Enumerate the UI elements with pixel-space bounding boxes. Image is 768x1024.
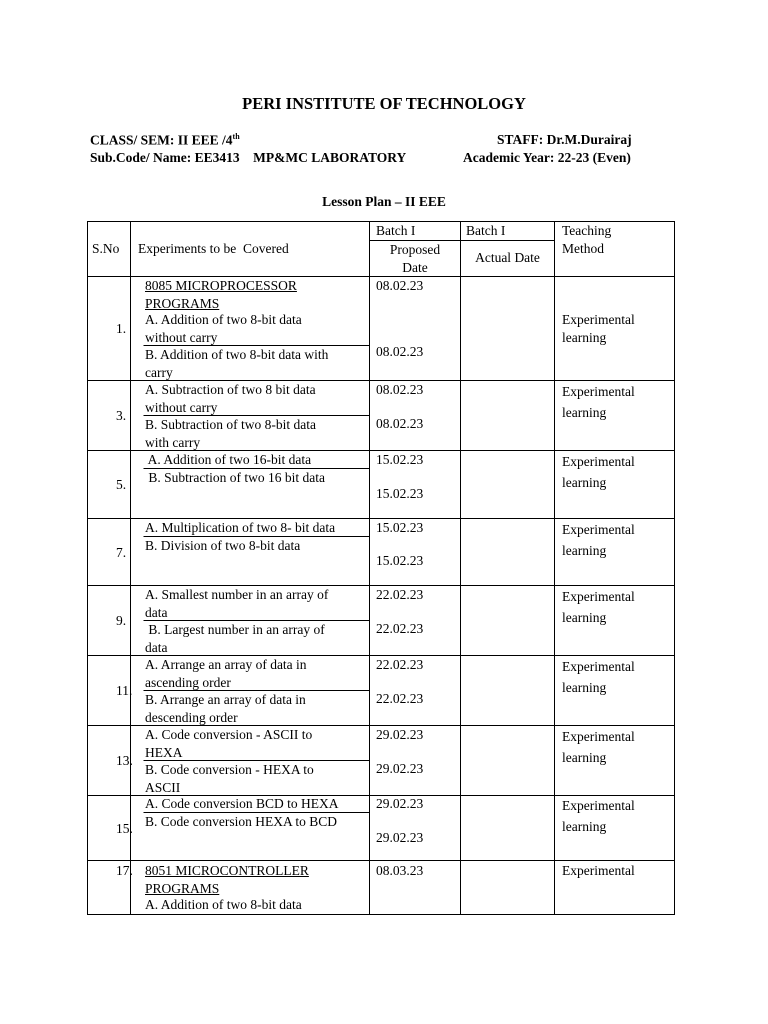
- row-7-experiment-a: A. Multiplication of two 8- bit data: [145, 520, 336, 535]
- row-17-method: Experimental: [562, 863, 635, 878]
- row-5-sno: 5.: [116, 477, 127, 492]
- row-11-sno: 11.: [116, 683, 133, 698]
- row-3-date-a: 08.02.23: [376, 382, 424, 397]
- row-17-section-heading: 8051 MICROCONTROLLER PROGRAMS: [145, 863, 309, 896]
- row-13-date-b: 29.02.23: [376, 761, 424, 776]
- class-sem: CLASS/ SEM: II EEE /4th: [90, 132, 240, 148]
- row-1-section-heading: 8085 MICROPROCESSOR PROGRAMS: [145, 278, 297, 311]
- row-5-date-a: 15.02.23: [376, 452, 424, 467]
- row-11-date-b: 22.02.23: [376, 691, 424, 706]
- row-17-date-a: 08.03.23: [376, 863, 424, 878]
- row-9-experiment-b: B. Largest number in an array of data: [145, 622, 325, 655]
- row-9-date-b: 22.02.23: [376, 621, 424, 636]
- row-11-method: Experimental learning: [562, 659, 635, 695]
- row-15-method: Experimental learning: [562, 798, 635, 834]
- row-3-experiment-a: A. Subtraction of two 8 bit data without carry: [145, 382, 316, 415]
- row-1-method: Experimental learning: [562, 312, 635, 345]
- row-15-date-a: 29.02.23: [376, 796, 424, 811]
- header-batch-proposed: Batch I: [376, 223, 416, 238]
- header-teaching-method: Teaching Method: [562, 223, 612, 256]
- header-sno: S.No: [92, 241, 120, 256]
- academic-year: Academic Year: 22-23 (Even): [463, 150, 631, 165]
- subject-code: Sub.Code/ Name: EE3413 MP&MC LABORATORY: [90, 150, 407, 165]
- row-3-date-b: 08.02.23: [376, 416, 424, 431]
- row-1-sno: 1.: [116, 321, 127, 336]
- row-7-method: Experimental learning: [562, 522, 635, 558]
- row-5-experiment-b: B. Subtraction of two 16 bit data: [145, 470, 325, 485]
- row-13-date-a: 29.02.23: [376, 727, 424, 742]
- row-1-experiment-b: B. Addition of two 8-bit data with carry: [145, 347, 329, 380]
- row-5-experiment-a: A. Addition of two 16-bit data: [145, 452, 312, 467]
- institute-title: PERI INSTITUTE OF TECHNOLOGY: [242, 94, 526, 113]
- row-3-sno: 3.: [116, 408, 127, 423]
- row-13-method: Experimental learning: [562, 729, 635, 765]
- row-13-sno: 13.: [116, 753, 133, 768]
- row-11-experiment-a: A. Arrange an array of data in ascending order: [145, 657, 307, 690]
- row-7-experiment-b: B. Division of two 8-bit data: [145, 538, 301, 553]
- header-batch-actual: Batch I: [466, 223, 506, 238]
- row-3-method: Experimental learning: [562, 384, 635, 420]
- lesson-plan-title: Lesson Plan – II EEE: [322, 194, 446, 209]
- row-9-date-a: 22.02.23: [376, 587, 424, 602]
- row-9-method: Experimental learning: [562, 589, 635, 625]
- row-13-experiment-b: B. Code conversion - HEXA to ASCII: [145, 762, 314, 795]
- row-15-experiment-a: A. Code conversion BCD to HEXA: [145, 796, 339, 811]
- row-13-experiment-a: A. Code conversion - ASCII to HEXA: [145, 727, 313, 760]
- row-17-sno: 17.: [116, 863, 133, 878]
- row-1-experiment-a: A. Addition of two 8-bit data without carry: [145, 312, 302, 345]
- staff: STAFF: Dr.M.Durairaj: [497, 132, 632, 147]
- row-5-date-b: 15.02.23: [376, 486, 424, 501]
- row-17-experiment-a: A. Addition of two 8-bit data: [145, 897, 302, 912]
- row-15-experiment-b: B. Code conversion HEXA to BCD: [145, 814, 337, 829]
- row-5-method: Experimental learning: [562, 454, 635, 490]
- row-9-experiment-a: A. Smallest number in an array of data: [145, 587, 329, 620]
- row-15-sno: 15.: [116, 821, 133, 836]
- row-7-sno: 7.: [116, 545, 127, 560]
- header-proposed-date: Proposed Date: [389, 242, 441, 275]
- row-1-date-b: 08.02.23: [376, 344, 424, 359]
- row-11-date-a: 22.02.23: [376, 657, 424, 672]
- header-experiments: Experiments to be Covered: [138, 241, 289, 256]
- row-7-date-a: 15.02.23: [376, 520, 424, 535]
- header-actual-date: Actual Date: [475, 250, 540, 265]
- row-11-experiment-b: B. Arrange an array of data in descending order: [145, 692, 306, 725]
- row-3-experiment-b: B. Subtraction of two 8-bit data with carry: [145, 417, 316, 450]
- row-1-date-a: 08.02.23: [376, 278, 424, 293]
- row-15-date-b: 29.02.23: [376, 830, 424, 845]
- row-9-sno: 9.: [116, 613, 127, 628]
- row-7-date-b: 15.02.23: [376, 553, 424, 568]
